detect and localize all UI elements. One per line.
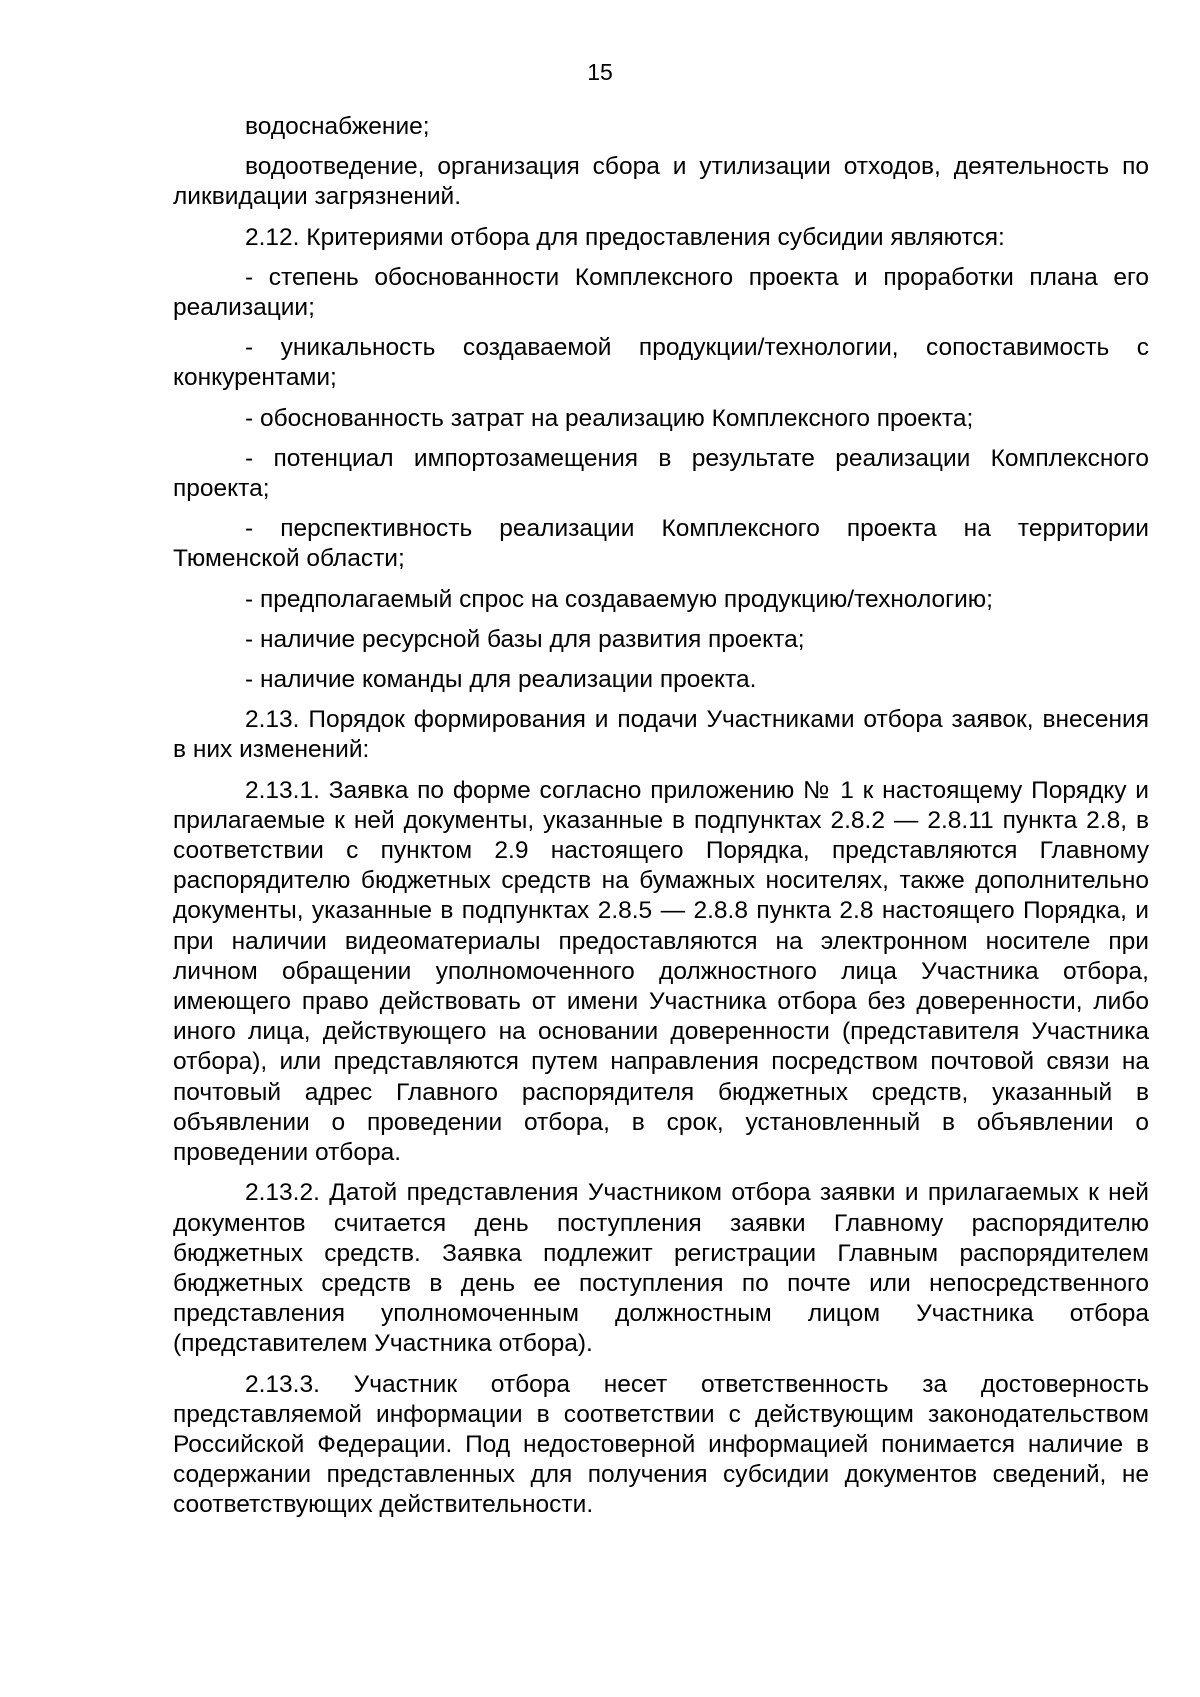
- criterion-item: - потенциал импортозамещения в результате реализации Комплексного проекта;: [173, 444, 1149, 503]
- paragraph-2-13: 2.13. Порядок формирования и подачи Участниками отбора заявок, внесения в них изменений:: [173, 706, 1149, 764]
- page-number: 15: [587, 59, 613, 85]
- criterion-item: - уникальность создаваемой продукции/технологии, сопоставимость с конкурентами;: [173, 334, 1149, 392]
- criterion-item: - перспективность реализации Комплексного проекта на территории Тюменской области;: [173, 515, 1149, 573]
- criterion-item: - обоснованность затрат на реализацию Комплексного проекта;: [245, 404, 974, 432]
- criterion-item: - наличие ресурсной базы для развития проекта;: [245, 625, 805, 653]
- criterion-item: - наличие команды для реализации проекта.: [245, 666, 757, 694]
- criterion-item: - степень обоснованности Комплексного проекта и проработки плана его реализации;: [173, 263, 1149, 322]
- paragraph-water-supply: водоснабжение;: [245, 113, 430, 140]
- paragraph-water-disposal: водоотведение, организация сбора и утилизации отходов, деятельность по ликвидации загрязнений.: [173, 153, 1149, 211]
- paragraph-2-13-2: 2.13.2. Датой представления Участником отбора заявки и прилагаемых к ней документов считается день поступления заявки Главному распорядителю бюджетных средств. Заявка подлежит регистрации Главным распорядителем бюджетных средств в день ее поступления по почте или непосредственного представления уполномоченным должностным лицом Участника отбора (представителем Участника отбора).: [173, 1179, 1149, 1358]
- paragraph-2-13-3: 2.13.3. Участник отбора несет ответственность за достоверность представляемой информации в соответствии с действующим законодательством Российской Федерации. Под недостоверной информацией понимается наличие в содержании представленных для получения субсидии документов сведений, не соответствующих действительности.: [173, 1370, 1149, 1519]
- criterion-item: - предполагаемый спрос на создаваемую продукцию/технологию;: [245, 585, 993, 613]
- paragraph-2-12-criteria: 2.12. Критериями отбора для предоставления субсидии являются:: [245, 223, 1005, 251]
- document-body: [173, 112, 1149, 1531]
- paragraph-2-13-1: 2.13.1. Заявка по форме согласно приложению № 1 к настоящему Порядку и прилагаемые к ней документы, указанные в подпунктах 2.8.2 — 2.8.11 пункта 2.8, в соответствии с пунктом 2.9 настоящего Порядка, представляются Главному распорядителю бюджетных средств на бумажных носителях, также дополнительно документы, указанные в подпунктах 2.8.5 — 2.8.8 пункта 2.8 настоящего Порядка, и при наличии видеоматериалы предоставляются на электронном носителе при личном обращении уполномоченного должностного лица Участника отбора, имеющего право действовать от имени Участника отбора без доверенности, либо иного лица, действующего на основании доверенности (представителя Участника отбора), или представляются путем направления посредством почтовой связи на почтовый адрес Главного распорядителя бюджетных средств, указанный в объявлении о проведении отбора, в срок, установленный в объявлении о проведении отбора.: [173, 776, 1149, 1167]
